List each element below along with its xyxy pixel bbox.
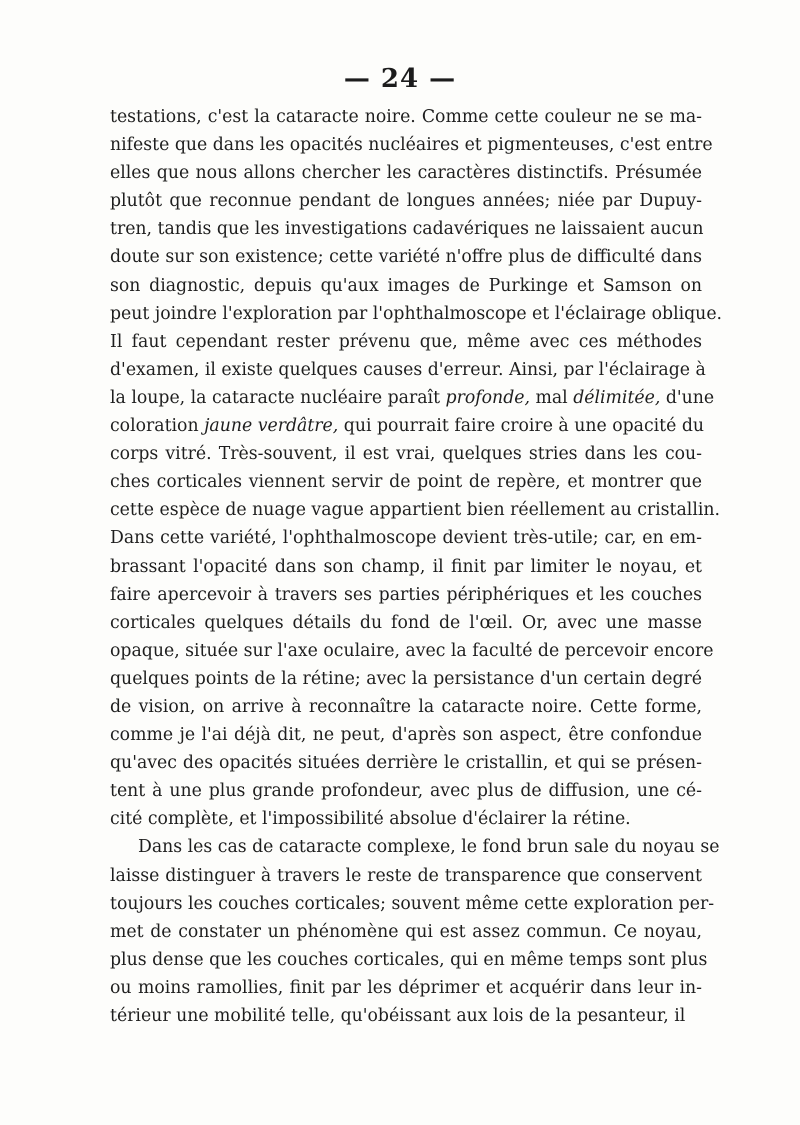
text-line: ches corticales viennent servir de point de repère, et montrer que — [110, 472, 702, 493]
text-line: coloration jaune verdâtre, qui pourrait faire croire à une opacité du — [110, 416, 705, 437]
text-line: peut joindre l'exploration par l'ophthalmoscope et l'éclairage oblique. — [110, 303, 723, 324]
text-line: la loupe, la cataracte nucléaire paraît profonde, mal délimitée, d'une — [110, 387, 715, 408]
text-line: nifeste que dans les opacités nucléaires et pigmenteuses, c'est entre — [110, 135, 713, 156]
text-line: doute sur son existence; cette variété n'offre plus de difficulté dans — [110, 247, 702, 268]
text-line: toujours les couches corticales; souvent même cette exploration per- — [110, 893, 715, 914]
paragraph-2 — [110, 833, 720, 1030]
text-line: Il faut cependant rester prévenu que, même avec ces méthodes — [110, 331, 702, 352]
text-line: laisse distinguer à travers le reste de transparence que conservent — [110, 865, 702, 886]
text-line: cette espèce de nuage vague appartient bien réellement au cristallin. — [110, 500, 720, 521]
text-line: corticales quelques détails du fond de l'œil. Or, avec une masse — [110, 612, 702, 633]
text-line: tren, tandis que les investigations cadavériques ne laissaient aucun — [110, 219, 704, 240]
italic-phrase: jaune verdâtre, — [204, 416, 339, 437]
paragraph-1 — [110, 103, 723, 833]
text-line: comme je l'ai déjà dit, ne peut, d'après son aspect, être confondue — [110, 725, 702, 746]
text-line: de vision, on arrive à reconnaître la cataracte noire. Cette forme, — [110, 696, 702, 717]
text-line: testations, c'est la cataracte noire. Comme cette couleur ne se ma- — [110, 107, 702, 127]
text-line: quelques points de la rétine; avec la persistance d'un certain degré — [110, 668, 702, 689]
text-line: tent à une plus grande profondeur, avec plus de diffusion, une cé- — [110, 781, 702, 802]
text-line: Dans les cas de cataracte complexe, le fond brun sale du noyau se — [138, 837, 720, 858]
text-line: cité complète, et l'impossibilité absolue d'éclairer la rétine. — [110, 809, 631, 830]
text-line: faire apercevoir à travers ses parties périphériques et les couches — [110, 584, 702, 605]
italic-phrase: délimitée, — [573, 387, 661, 408]
text-line: térieur une mobilité telle, qu'obéissant aux lois de la pesanteur, il — [110, 1006, 686, 1026]
body-text — [110, 103, 723, 1030]
text-line: corps vitré. Très-souvent, il est vrai, quelques stries dans les cou- — [110, 444, 702, 465]
text-line: opaque, située sur l'axe oculaire, avec la faculté de percevoir encore — [110, 640, 714, 661]
text-line: elles que nous allons chercher les caractères distinctifs. Présumée — [110, 163, 702, 184]
text-line: brassant l'opacité dans son champ, il finit par limiter le noyau, et — [110, 556, 702, 577]
text-line: plutôt que reconnue pendant de longues années; niée par Dupuy- — [110, 191, 702, 212]
text-line: met de constater un phénomène qui est assez commun. Ce noyau, — [110, 921, 702, 942]
page-number: — 24 — — [343, 64, 457, 94]
italic-phrase: profonde, — [445, 387, 530, 408]
text-line: son diagnostic, depuis qu'aux images de Purkinge et Samson on — [110, 275, 702, 296]
text-line: qu'avec des opacités situées derrière le cristallin, et qui se présen- — [110, 753, 702, 774]
text-line: d'examen, il existe quelques causes d'erreur. Ainsi, par l'éclairage à — [110, 359, 706, 380]
text-line: plus dense que les couches corticales, qui en même temps sont plus — [110, 949, 708, 970]
text-line: Dans cette variété, l'ophthalmoscope devient très-utile; car, en em- — [110, 528, 702, 549]
text-line: ou moins ramollies, finit par les déprimer et acquérir dans leur in- — [110, 977, 702, 998]
